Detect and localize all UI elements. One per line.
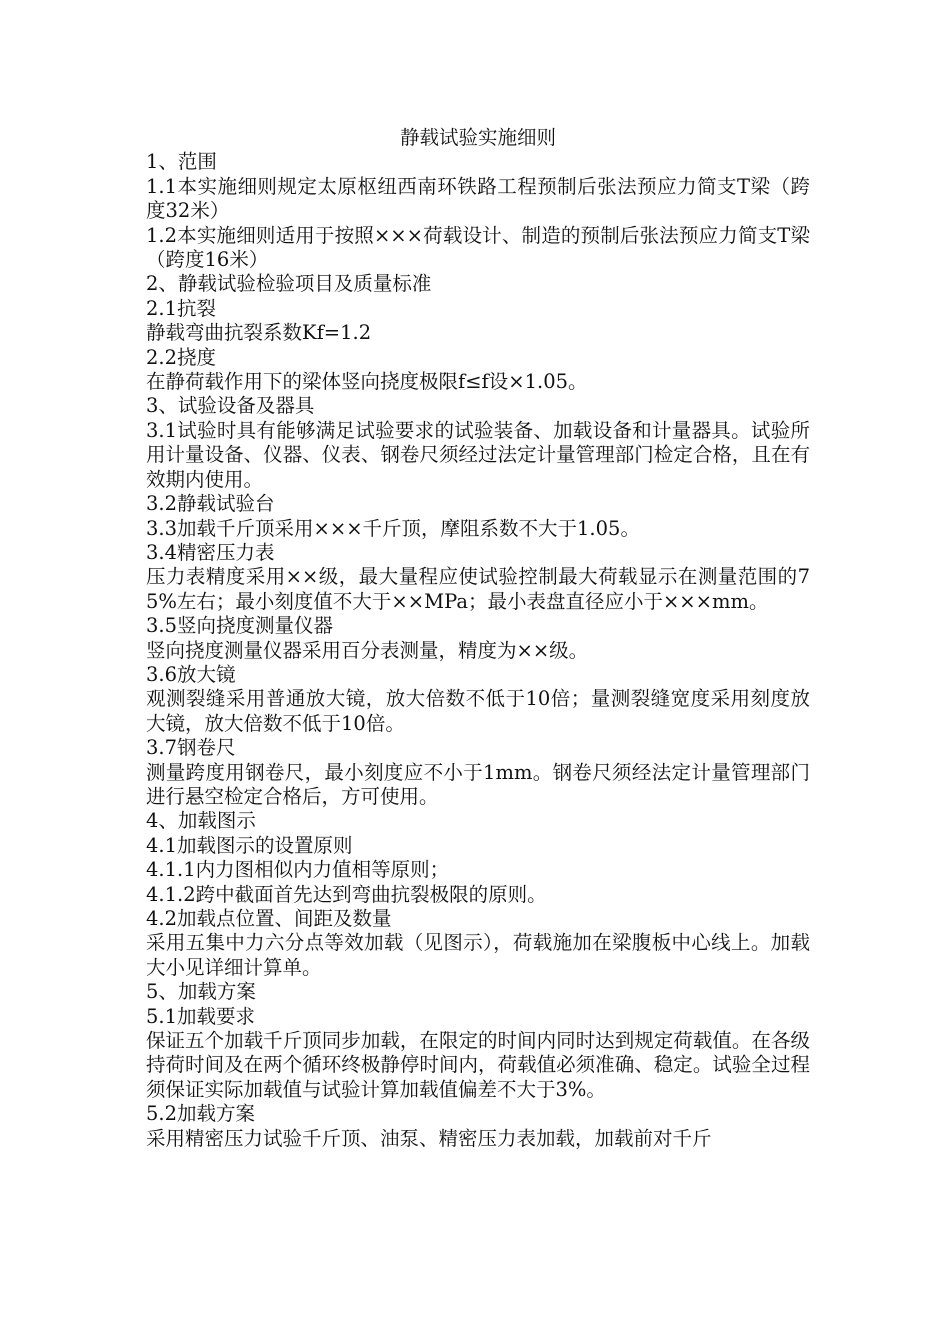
subheading-3-7: 3.7钢卷尺 (146, 736, 236, 760)
section-heading-loading-plan: 5、加载方案 (146, 980, 256, 1004)
subheading-2-2: 2.2挠度 (146, 345, 217, 369)
paragraph-deflection-limit: 在静荷载作用下的梁体竖向挠度极限f≤f设×1.05。 (146, 370, 588, 394)
section-heading-equipment: 3、试验设备及器具 (146, 394, 315, 418)
document-body (146, 126, 810, 1151)
subheading-3-2: 3.2静载试验台 (146, 492, 275, 516)
section-heading-loading-diagram: 4、加载图示 (146, 809, 256, 833)
subheading-5-2: 5.2加载方案 (146, 1102, 256, 1126)
paragraph-1-2: 1.2本实施细则适用于按照×××荷载设计、制造的预制后张法预应力简支T梁（跨度16米） (146, 223, 810, 272)
subheading-4-2: 4.2加载点位置、间距及数量 (146, 907, 392, 930)
paragraph-1-1: 1.1本实施细则规定太原枢纽西南环铁路工程预制后张法预应力简支T梁（跨度32米） (146, 174, 810, 223)
subheading-3-4: 3.4精密压力表 (146, 540, 275, 564)
paragraph-4-1-2: 4.1.2跨中截面首先达到弯曲抗裂极限的原则。 (146, 882, 547, 906)
subheading-3-6: 3.6放大镜 (146, 662, 236, 686)
paragraph-loading-method: 采用精密压力试验千斤顶、油泵、精密压力表加载，加载前对千斤 (146, 1126, 712, 1150)
document-title: 静载试验实施细则 (399, 126, 556, 149)
paragraph-loading-requirements: 保证五个加载千斤顶同步加载，在限定的时间内同时达到规定荷载值。在各级持荷时间及在两个循环终极静停时间内，荷载值必须准确、稳定。试验全过程须保证实际加载值与试验计算加载值偏差不大于3%。 (146, 1029, 810, 1101)
paragraph-crack-coefficient: 静载弯曲抗裂系数Kf=1.2 (146, 321, 372, 345)
paragraph-4-1-1: 4.1.1内力图相似内力值相等原则； (146, 858, 450, 882)
section-heading-scope: 1、范围 (146, 150, 217, 174)
paragraph-3-1: 3.1试验时具有能够满足试验要求的试验装备、加载设备和计量器具。试验所用计量设备、仪器、仪表、钢卷尺须经过法定计量管理部门检定合格，且在有效期内使用。 (146, 418, 810, 491)
paragraph-3-3: 3.3加载千斤顶采用×××千斤顶，摩阻系数不大于1.05。 (146, 516, 640, 540)
paragraph-magnifier: 观测裂缝采用普通放大镜，放大倍数不低于10倍；量测裂缝宽度采用刻度放大镜，放大倍数不低于10倍。 (146, 687, 810, 735)
subheading-4-1: 4.1加载图示的设置原则 (146, 833, 353, 857)
paragraph-loading-points: 采用五集中力六分点等效加载（见图示），荷载施加在梁腹板中心线上。加载大小见详细计算单。 (146, 931, 810, 979)
paragraph-deflection-instrument: 竖向挠度测量仪器采用百分表测量，精度为××级。 (146, 638, 589, 662)
subheading-3-5: 3.5竖向挠度测量仪器 (146, 614, 334, 638)
subheading-2-1: 2.1抗裂 (146, 296, 217, 320)
subheading-5-1: 5.1加载要求 (146, 1004, 256, 1028)
section-heading-inspection: 2、静载试验检验项目及质量标准 (146, 272, 432, 296)
paragraph-tape-measure: 测量跨度用钢卷尺，最小刻度应不小于1mm。钢卷尺须经法定计量管理部门进行悬空检定合格后，方可使用。 (146, 760, 810, 808)
paragraph-pressure-gauge: 压力表精度采用××级，最大量程应使试验控制最大荷载显示在测量范围的75%左右；最小刻度值不大于××MPa；最小表盘直径应小于×××mm。 (146, 565, 810, 613)
